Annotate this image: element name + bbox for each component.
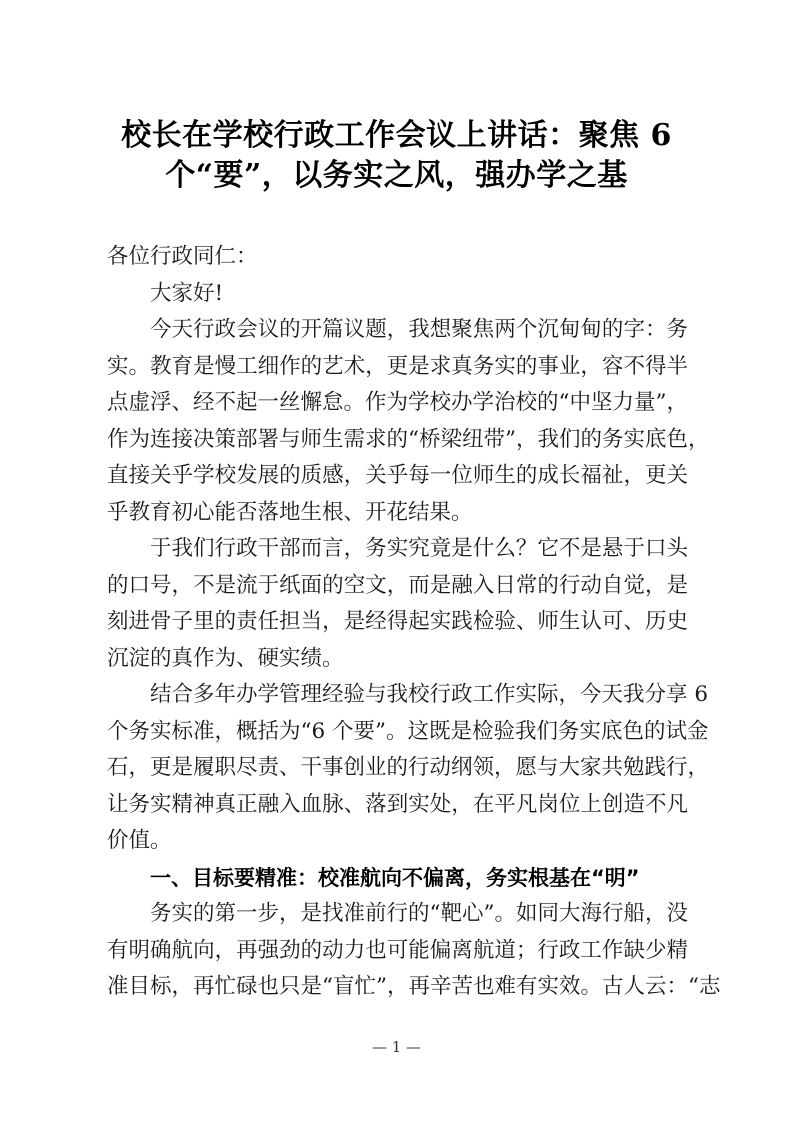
paragraph-line: 于我们行政干部而言，务实究竟是什么？它不是悬于口头 — [150, 536, 688, 561]
paragraph-line: 直接关乎学校发展的质感，关乎每一位师生的成长福祉，更关 — [107, 463, 688, 488]
paragraph-2 — [107, 531, 688, 677]
paragraph-line: 有明确航向，再强劲的动力也可能偏离航道；行政工作缺少精 — [107, 937, 688, 963]
document-body — [107, 239, 721, 1006]
paragraph-line: 结合多年办学管理经验与我校行政工作实际，今天我分享 6 — [150, 682, 709, 707]
paragraph-line: 石，更是履职尽责、干事创业的行动纲领，愿与大家共勉践行， — [107, 755, 710, 780]
paragraph-1 — [107, 312, 710, 531]
document-title — [100, 116, 693, 196]
paragraph-line: 今天行政会议的开篇议题，我想聚焦两个沉甸甸的字：务 — [150, 317, 688, 342]
greeting: 大家好! — [150, 280, 224, 306]
paragraph-line: 的口号，不是流于纸面的空文，而是融入日常的行动自觉，是 — [107, 572, 688, 598]
title-line-1: 校长在学校行政工作会议上讲话：聚焦 6 — [121, 118, 672, 153]
paragraph-line: 让务实精神真正融入血脉、落到实处，在平凡岗位上创造不凡 — [107, 791, 688, 817]
paragraph-line: 沉淀的真作为、硬实绩。 — [107, 645, 344, 671]
paragraph-line: 价值。 — [107, 828, 172, 853]
paragraph-line: 准目标，再忙碌也只是“盲忙”，再辛苦也难有实效。古人云：“志 — [107, 974, 721, 999]
section-1-paragraph — [107, 896, 721, 1006]
paragraph-line: 个务实标准，概括为“6 个要”。这既是检验我们务实底色的试金 — [107, 718, 709, 744]
paragraph-line: 刻进骨子里的责任担当，是经得起实践检验、师生认可、历史 — [107, 609, 688, 634]
title-line-2: 个“要”，以务实之风，强办学之基 — [165, 158, 628, 193]
paragraph-line: 实。教育是慢工细作的艺术，更是求真务实的事业，容不得半 — [107, 353, 688, 379]
paragraph-line: 作为连接决策部署与师生需求的“桥梁纽带”，我们的务实底色， — [107, 426, 710, 452]
paragraph-3 — [107, 677, 710, 860]
section-heading-1: 一、目标要精准：校准航向不偏离，务实根基在“明” — [150, 865, 640, 890]
salutation: 各位行政同仁： — [107, 244, 258, 269]
paragraph-line: 点虚浮、经不起一丝懈怠。作为学校办学治校的“中坚力量”， — [107, 390, 688, 415]
page-number: — 1 — — [371, 1038, 422, 1056]
paragraph-line: 务实的第一步，是找准前行的“靶心”。如同大海行船，没 — [150, 901, 688, 926]
paragraph-line: 乎教育初心能否落地生根、开花结果。 — [107, 499, 473, 525]
